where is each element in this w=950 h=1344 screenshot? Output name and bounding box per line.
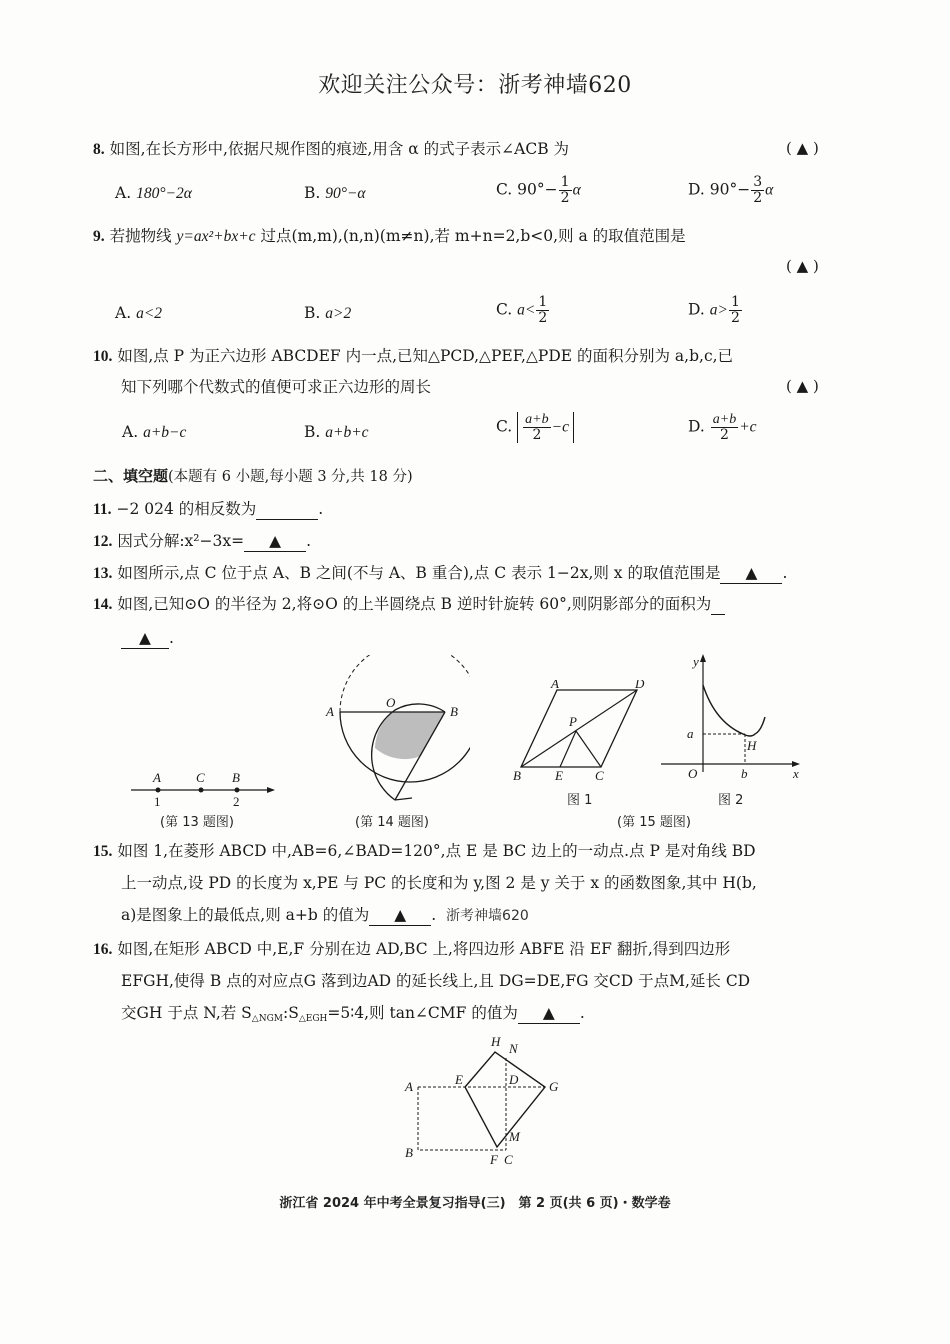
- option-text: 180°−2α: [136, 185, 192, 202]
- answer-mark-icon: ▲: [139, 629, 151, 647]
- denominator: 2: [538, 310, 548, 326]
- label-d: D: [635, 680, 645, 691]
- label-b: B: [513, 768, 521, 783]
- question-14: [93, 594, 725, 615]
- function-curve: [703, 685, 765, 736]
- absolute-value: [517, 412, 574, 443]
- period: .: [318, 500, 324, 518]
- denominator: 2: [730, 310, 740, 326]
- option-label: A.: [115, 304, 132, 322]
- period: .: [782, 564, 788, 582]
- segment-pc: [576, 731, 601, 767]
- option-text: a+b+c: [325, 424, 369, 441]
- figure-15-caption: (第 15 题图): [617, 815, 691, 830]
- option-label: D.: [688, 180, 705, 199]
- page-footer: 浙江省 2024 年中考全景复习指导(三) 第 2 页(共 6 页)・数学卷: [279, 1196, 671, 1211]
- quadrilateral-efgh: [465, 1052, 545, 1147]
- label-e: E: [455, 1072, 463, 1087]
- option-text: a+b−c: [143, 424, 187, 441]
- label-x: x: [793, 766, 799, 781]
- question-text: −2 024 的相反数为: [116, 500, 257, 518]
- denominator: 2: [753, 190, 763, 206]
- subscript: △NGM: [251, 1014, 283, 1024]
- answer-blank[interactable]: [121, 628, 169, 649]
- answer-paren: ( ▲ ): [786, 139, 819, 157]
- question-text: 如图,已知⊙O 的半径为 2,将⊙O 的上半圆绕点 B 逆时针旋转 60°,则阴影部分的面积为: [117, 595, 712, 613]
- question-text: =5∶4,则 tan∠CMF 的值为: [327, 1004, 518, 1022]
- fraction: [751, 175, 764, 206]
- option-d: [688, 295, 743, 326]
- figure-14-circle-diagram: [320, 655, 470, 815]
- numerator: 3: [753, 174, 763, 190]
- label-b: B: [405, 1145, 413, 1160]
- answer-blank[interactable]: [369, 905, 431, 926]
- fraction: [523, 412, 550, 443]
- question-16-line2: EFGH,使得 B 点的对应点G 落到边AD 的延长线上,且 DG=DE,FG 交CD 于点M,延长 CD: [121, 972, 751, 990]
- answer-mark-icon: ▲: [745, 564, 758, 582]
- period: .: [306, 532, 312, 550]
- option-label: D.: [688, 300, 705, 319]
- question-text: 如图,在矩形 ABCD 中,E,F 分别在边 AD,BC 上,将四边形 ABFE 沿 EF 翻折,得到四边形: [117, 940, 731, 958]
- question-number: 14.: [93, 596, 113, 613]
- denominator: 2: [560, 190, 570, 206]
- answer-blank[interactable]: [720, 563, 782, 584]
- figure-14-caption: (第 14 题图): [355, 815, 429, 830]
- point-b-dot: [235, 788, 240, 793]
- option-a: [122, 423, 186, 442]
- question-15: [93, 841, 756, 862]
- option-a: [115, 184, 192, 203]
- question-16-line3: [121, 1003, 585, 1029]
- section-note: (本题有 6 小题,每小题 3 分,共 18 分): [168, 469, 413, 485]
- arrow-icon: [267, 787, 275, 793]
- question-number: 13.: [93, 565, 113, 582]
- label-c: C: [504, 1152, 513, 1167]
- question-8: [93, 139, 569, 160]
- label-n: N: [509, 1041, 518, 1056]
- question-number: 8.: [93, 141, 105, 158]
- option-label: B.: [304, 184, 321, 202]
- option-b: [304, 423, 369, 442]
- label-b: b: [741, 766, 748, 781]
- label-d: D: [509, 1072, 519, 1087]
- option-text: −c: [551, 418, 569, 436]
- option-c: [496, 175, 581, 206]
- question-15-line3: [121, 905, 529, 926]
- option-c: [496, 295, 550, 326]
- option-text: 90°−: [517, 180, 558, 199]
- tick-2: 2: [233, 794, 240, 809]
- option-text: 90°−: [709, 180, 751, 199]
- denominator: 2: [720, 427, 729, 443]
- question-text: 如图 1,在菱形 ABCD 中,AB=6,∠BAD=120°,点 E 是 BC 边上的一动点.点 P 是对角线 BD: [117, 842, 756, 860]
- figure-13-caption: (第 13 题图): [160, 815, 234, 830]
- answer-mark-icon: ▲: [796, 377, 809, 395]
- figure-15-rhombus: [505, 680, 655, 785]
- question-text: 过点(m,m),(n,n)(m≠n),若 m+n=2,b<0,则 a 的取值范围是: [255, 227, 686, 245]
- numerator: 1: [730, 294, 740, 310]
- point-c-dot: [199, 788, 204, 793]
- label-e: E: [555, 768, 563, 783]
- section-heading: [93, 465, 413, 486]
- question-number: 9.: [93, 228, 105, 245]
- y-axis-arrow-icon: [700, 654, 706, 662]
- figure-15-graph: [655, 652, 810, 782]
- option-label: A.: [122, 423, 139, 441]
- label-a: A: [153, 770, 161, 785]
- section-title: 二、填空题: [93, 467, 169, 485]
- answer-blank-start[interactable]: [711, 594, 725, 615]
- question-10: [93, 346, 733, 367]
- label-o: O: [386, 695, 396, 710]
- point-a-dot: [156, 788, 161, 793]
- fraction: [729, 295, 742, 326]
- question-15-line2: 上一动点,设 PD 的长度为 x,PE 与 PC 的长度和为 y,图 2 是 y 关于 x 的函数图象,其中 H(b,: [121, 874, 757, 892]
- formula: y=ax²+bx+c: [176, 228, 256, 245]
- label-h: H: [747, 738, 757, 753]
- option-c: [496, 412, 574, 443]
- question-text: 如图,点 P 为正六边形 ABCDEF 内一点,已知△PCD,△PEF,△PDE 的面积分别为 a,b,c,已: [117, 347, 734, 365]
- option-label: B.: [304, 304, 321, 322]
- watermark-text: 浙考神墙620: [446, 908, 529, 924]
- period: .: [579, 1004, 585, 1022]
- option-d: [688, 175, 773, 206]
- figure-15-1-caption: 图 1: [567, 793, 593, 808]
- label-m: M: [509, 1129, 520, 1144]
- answer-blank[interactable]: [244, 531, 306, 552]
- fraction: [536, 295, 549, 326]
- question-10-line2: 知下列哪个代数式的值便可求正六边形的周长: [121, 378, 432, 396]
- option-b: [304, 184, 366, 203]
- label-h: H: [491, 1034, 501, 1049]
- fraction: [711, 412, 738, 443]
- label-y: y: [693, 654, 699, 669]
- denominator: 2: [532, 427, 542, 443]
- label-g: G: [549, 1079, 559, 1094]
- subscript: △EGH: [298, 1014, 328, 1024]
- option-text: a<: [517, 301, 536, 319]
- option-b: [304, 304, 351, 323]
- answer-paren: ( ▲ ): [786, 377, 819, 395]
- question-number: 11.: [93, 501, 112, 518]
- question-text: 因式分解:x²−3x=: [117, 532, 245, 550]
- option-text: +c: [739, 418, 757, 436]
- numerator: 1: [538, 294, 548, 310]
- period: .: [169, 629, 174, 647]
- figure-13-number-line: [125, 765, 285, 810]
- option-label: C.: [496, 417, 513, 436]
- fraction: [559, 175, 572, 206]
- figure-16-fold-diagram: [395, 1030, 570, 1170]
- label-c: C: [595, 768, 604, 783]
- option-text: 90°−α: [325, 185, 366, 202]
- label-f: F: [490, 1152, 498, 1167]
- option-label: B.: [304, 423, 321, 441]
- question-text: 如图所示,点 C 位于点 A、B 之间(不与 A、B 重合),点 C 表示 1−2x,则 x 的取值范围是: [117, 564, 721, 582]
- answer-mark-icon: ▲: [796, 257, 809, 275]
- answer-mark-icon: ▲: [542, 1004, 555, 1022]
- option-label: C.: [496, 300, 513, 319]
- label-a: A: [405, 1079, 413, 1094]
- option-label: A.: [115, 184, 132, 202]
- answer-mark-icon: ▲: [269, 532, 282, 550]
- question-number: 16.: [93, 941, 113, 958]
- tick-1: 1: [154, 794, 161, 809]
- question-text: 交GH 于点 N,若 S: [121, 1004, 252, 1022]
- question-text: 若抛物线: [109, 227, 177, 245]
- label-a: a: [687, 726, 694, 741]
- question-number: 12.: [93, 533, 113, 550]
- option-text: a<2: [136, 305, 163, 322]
- answer-mark-icon: ▲: [796, 139, 809, 157]
- answer-blank[interactable]: [256, 499, 318, 520]
- question-number: 15.: [93, 843, 113, 860]
- question-13: [93, 563, 787, 584]
- period: .: [431, 906, 437, 924]
- numerator: a+b: [525, 412, 549, 427]
- option-label: C.: [496, 180, 513, 199]
- question-9: [93, 226, 686, 247]
- label-a: A: [326, 704, 334, 719]
- figure-15-2-caption: 图 2: [718, 793, 744, 808]
- question-11: [93, 499, 323, 520]
- page-header-title: 欢迎关注公众号：浙考神墙620: [318, 73, 632, 98]
- label-p: P: [569, 714, 577, 729]
- question-16: [93, 939, 730, 960]
- answer-paren: ( ▲ ): [786, 257, 819, 275]
- question-12: [93, 531, 311, 552]
- answer-mark-icon: ▲: [394, 906, 407, 924]
- numerator: 1: [560, 174, 570, 190]
- option-text: a>: [709, 301, 728, 319]
- option-d: [688, 412, 757, 443]
- label-b: B: [232, 770, 240, 785]
- question-text: a)是图象上的最低点,则 a+b 的值为: [121, 906, 370, 924]
- label-b: B: [450, 704, 458, 719]
- label-a: A: [551, 680, 559, 691]
- question-number: 10.: [93, 348, 113, 365]
- question-text: 如图,在长方形中,依据尺规作图的痕迹,用含 α 的式子表示∠ACB 为: [109, 140, 570, 158]
- option-label: D.: [688, 417, 705, 436]
- question-text: :S: [283, 1004, 299, 1022]
- option-text: α: [572, 181, 581, 199]
- option-text: α: [765, 181, 774, 199]
- numerator: a+b: [712, 412, 737, 427]
- option-text: a>2: [325, 305, 352, 322]
- label-o: O: [688, 766, 698, 781]
- option-a: [115, 304, 162, 323]
- question-14-line2: [121, 628, 174, 649]
- answer-blank[interactable]: [518, 1003, 580, 1024]
- label-c: C: [196, 770, 205, 785]
